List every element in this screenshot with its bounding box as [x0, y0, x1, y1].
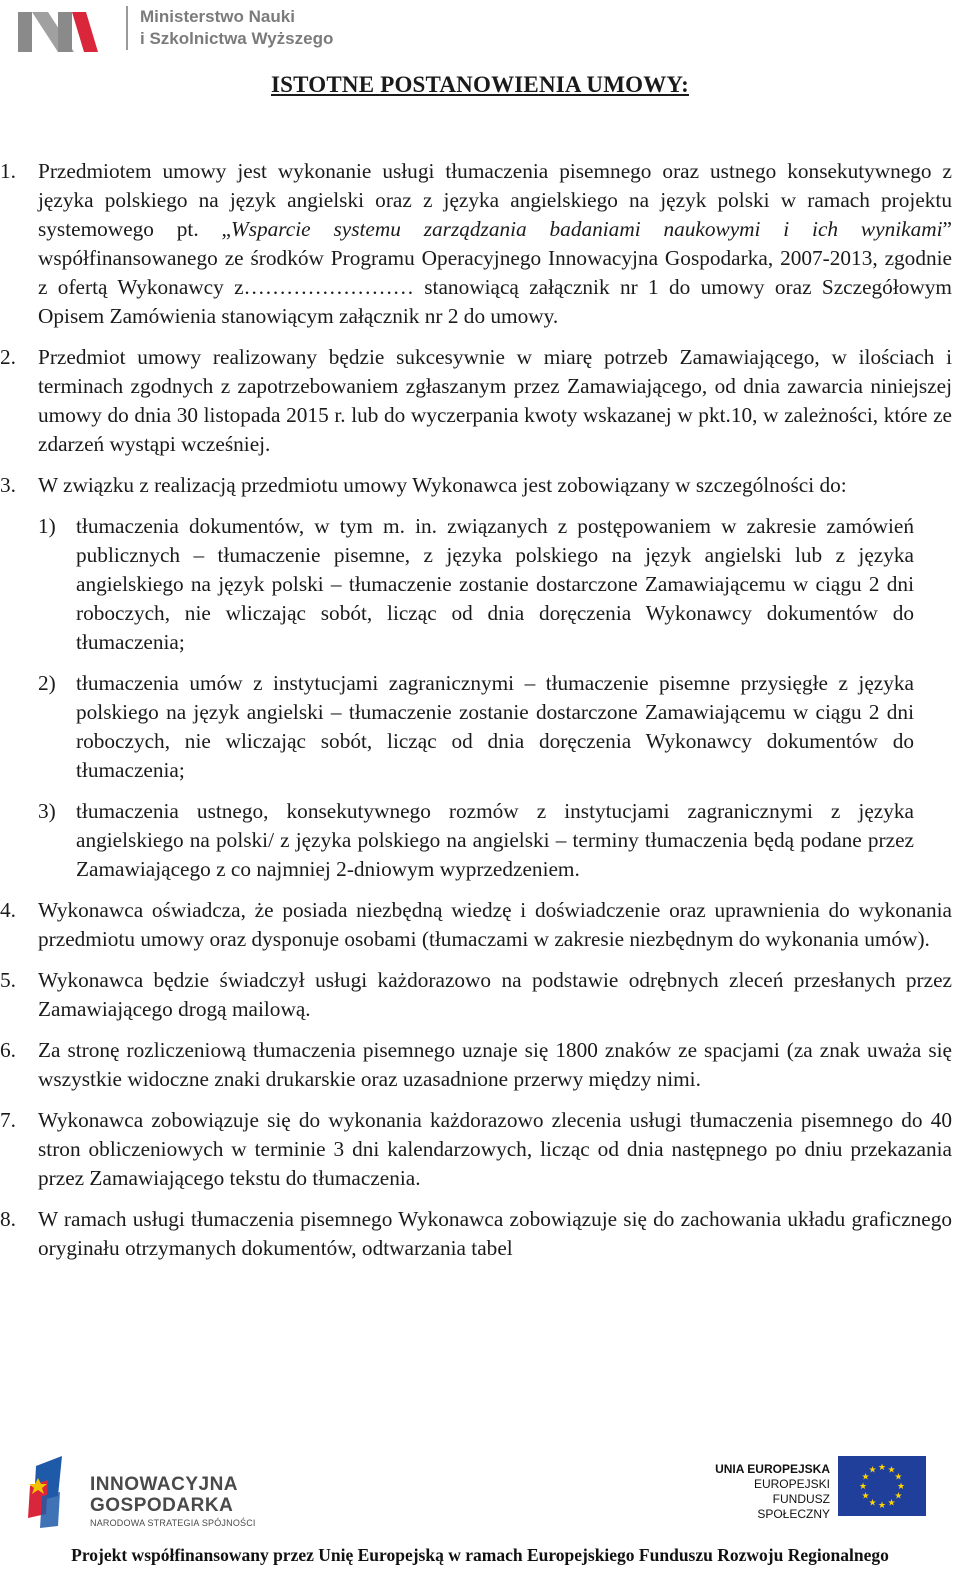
eu-flag-icon — [838, 1456, 926, 1516]
ministry-logo — [18, 6, 338, 58]
clause-4 — [0, 896, 960, 954]
item-text: tłumaczenia ustnego, konsekutywnego rozmów z instytucjami zagranicznymi z języka angielskiego na polski/ z języka polskiego na angielski – terminy tłumaczenia będą podane przez Zamawiającego z co najmniej 2-dniowym wyprzedzeniem. — [76, 799, 914, 881]
ministry-emblem-icon — [18, 8, 100, 54]
eu-star-icon: ★ — [877, 1500, 887, 1510]
clause-8 — [0, 1205, 960, 1263]
clause-number: 8. — [0, 1207, 16, 1231]
clause-2 — [0, 343, 960, 459]
clause-6 — [0, 1036, 960, 1094]
clause-text: Wykonawca zobowiązuje się do wykonania każdorazowo zlecenia usługi tłumaczenia pisemnego do 40 stron obliczeniowych w terminie 3 dni kalendarzowych, licząc od dnia następnego po dniu przekazania przez Zamawiającego tekstu do tłumaczenia. — [38, 1108, 952, 1190]
clause-number: 5. — [0, 968, 16, 992]
item-number: 3) — [38, 799, 56, 823]
ig-line3: NARODOWA STRATEGIA SPÓJNOŚCI — [90, 1518, 256, 1528]
eu-line2: EUROPEJSKI — [753, 1477, 830, 1491]
footer-caption: Projekt współfinansowany przez Unię Europejską w ramach Europejskiego Funduszu Rozwoju Regionalnego — [71, 1545, 889, 1565]
clause-number: 7. — [0, 1108, 16, 1132]
eu-logo — [700, 1454, 930, 1521]
eu-text — [700, 1462, 830, 1522]
eu-star-icon: ★ — [858, 1481, 868, 1491]
clause-1 — [0, 157, 960, 331]
clause-5 — [0, 966, 960, 1024]
ig-line1: INNOWACYJNA — [90, 1474, 239, 1495]
document-title: ISTOTNE POSTANOWIENIA UMOWY: — [271, 72, 689, 97]
eu-line3: FUNDUSZ SPOŁECZNY — [757, 1492, 830, 1521]
clause-3 — [0, 471, 960, 500]
page-footer — [0, 1450, 960, 1576]
ig-text — [90, 1474, 256, 1528]
clause-number: 3. — [0, 473, 16, 497]
ig-line2: GOSPODARKA — [90, 1495, 234, 1516]
eu-star-icon: ★ — [861, 1471, 870, 1482]
clause-3-item-3 — [38, 797, 922, 884]
clause-text: W ramach usługi tłumaczenia pisemnego Wykonawca zobowiązuje się do zachowania układu graficznego oryginału otrzymanych dokumentów, odtwarzania tabel — [38, 1207, 952, 1260]
item-number: 1) — [38, 514, 56, 538]
clause-number: 2. — [0, 345, 16, 369]
item-number: 2) — [38, 671, 56, 695]
clause-text: Wykonawca będzie świadczył usługi każdorazowo na podstawie odrębnych zleceń przesłanych przez Zamawiającego drogą mailową. — [38, 968, 952, 1021]
eu-star-icon: ★ — [887, 1464, 896, 1475]
item-text: tłumaczenia dokumentów, w tym m. in. związanych z postępowaniem w zakresie zamówień publicznych – tłumaczenie pisemne, z języka polskiego na język angielski lub z języka angielskiego na język polski – tłumaczenie zostanie dostarczone Zamawiającemu w ciągu 2 dni roboczych, nie wliczając sobót, licząc od dnia doręczenia Wykonawcy dokumentów do tłumaczenia; — [76, 514, 914, 654]
clause-text: Przedmiotem umowy jest wykonanie usługi tłumaczenia pisemnego oraz ustnego konsekutywnego z języka polskiego na język angielski oraz z języka angielskiego na język polski w ramach projektu systemowego pt. „ — [38, 159, 952, 241]
eu-line1: UNIA EUROPEJSKA — [715, 1462, 830, 1476]
clause-3-item-1 — [38, 512, 922, 657]
eu-star-icon: ★ — [868, 1464, 877, 1475]
clause-text: Wykonawca oświadcza, że posiada niezbędną wiedzę i doświadczenie oraz uprawnienia do wykonania przedmiotu umowy oraz dysponuje osobami (tłumaczami w zakresie niezbędnym do wykonania umów). — [38, 898, 952, 951]
innowacyjna-gospodarka-logo — [28, 1456, 268, 1536]
eu-star-icon: ★ — [877, 1462, 887, 1472]
eu-star-icon: ★ — [861, 1490, 870, 1501]
clause-3-item-2 — [38, 669, 922, 785]
item-text: tłumaczenia umów z instytucjami zagranicznymi – tłumaczenie pisemne przysięgłe z języka polskiego na język angielski – tłumaczenie zostanie dostarczone Zamawiającemu w ciągu 2 dni roboczych, nie wliczając sobót, licząc od dnia doręczenia Wykonawcy dokumentów do tłumaczenia; — [76, 671, 914, 782]
document-body — [0, 157, 960, 1275]
project-name: Wsparcie systemu zarządzania badaniami naukowymi i ich wynikami — [230, 217, 943, 241]
eu-star-icon: ★ — [894, 1490, 903, 1501]
eu-star-icon: ★ — [894, 1471, 903, 1482]
clause-text: Za stronę rozliczeniową tłumaczenia pisemnego uznaje się 1800 znaków ze spacjami (za znak uważa się wszystkie widoczne znaki drukarskie oraz uzasadnione przerwy między nimi. — [38, 1038, 952, 1091]
clause-text: Przedmiot umowy realizowany będzie sukcesywnie w miarę potrzeb Zamawiającego, w ilościach i terminach zgodnych z zapotrzebowaniem zgłaszanym przez Zamawiającego, od dnia zawarcia niniejszej umowy do dnia 30 listopada 2015 r. lub do wyczerpania kwoty wskazanej w pkt.10, w zależności, które ze zdarzeń wystąpi wcześniej. — [38, 345, 952, 456]
ig-emblem-icon — [28, 1456, 68, 1528]
ministry-name-line1: Ministerstwo Nauki — [140, 7, 295, 26]
clause-number: 4. — [0, 898, 16, 922]
clause-text-continued: ” współfinansowanego ze środków Programu Operacyjnego Innowacyjna Gospodarka, 2007-2013, zgodnie z ofertą Wykonawcy z…………………… stanowiącą załącznik nr 1 do umowy oraz Szczegółowym Opisem Zamówienia stanowiącym załącznik nr 2 do umowy. — [38, 217, 952, 328]
eu-star-icon: ★ — [896, 1481, 906, 1491]
clause-number: 6. — [0, 1038, 16, 1062]
eu-star-icon: ★ — [868, 1497, 877, 1508]
clause-text: W związku z realizacją przedmiotu umowy Wykonawca jest zobowiązany w szczególności do: — [38, 473, 847, 497]
eu-star-icon: ★ — [887, 1497, 896, 1508]
clause-7 — [0, 1106, 960, 1193]
clause-number: 1. — [0, 159, 16, 183]
ministry-name-line2: i Szkolnictwa Wyższego — [140, 29, 334, 48]
ministry-name — [126, 6, 333, 50]
